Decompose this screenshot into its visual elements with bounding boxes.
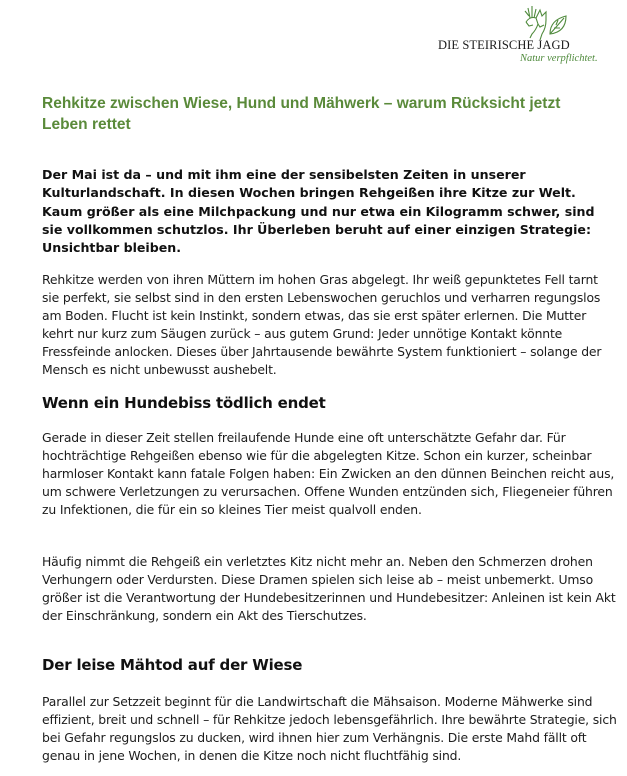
article-paragraph: Parallel zur Setzzeit beginnt für die Landwirtschaft die Mähsaison. Moderne Mähwerke sind effizient, breit und schnell – für Rehkitze jedoch lebensgefährlich. Ihre bewährte Strategie, sich bei Gefahr regungslos zu ducken, wird ihnen hier zum Verhängnis. Die erste Mahd fällt oft genau in jene Wochen, in denen die Kitze noch nicht fluchtfähig sind. (42, 694, 617, 764)
logo-tagline: Natur verpflichtet. (520, 53, 598, 64)
brand-logo (438, 4, 618, 64)
article-title: Rehkitze zwischen Wiese, Hund und Mähwerk – warum Rücksicht jetzt Leben rettet (42, 95, 561, 133)
section-heading-mowing: Der leise Mähtod auf der Wiese (42, 656, 303, 674)
article-paragraph: Häufig nimmt die Rehgeiß ein verletztes Kitz nicht mehr an. Neben den Schmerzen drohen Verhungern oder Verdursten. Diese Dramen spielen sich leise ab – meist unbemerkt. Umso größer ist die Verantwortung der Hundebesitzerinnen und Hundebesitzer: Anleinen ist kein Akt der Einschränkung, sondern ein Akt des Tierschutzes. (42, 554, 616, 624)
article-lead-paragraph: Der Mai ist da – und mit ihm eine der sensibelsten Zeiten in unserer Kulturlandschaft. In diesen Wochen bringen Rehgeißen ihre Kitze zur Welt. Kaum größer als eine Milchpackung und nur etwa ein Kilogramm schwer, sind sie vollkommen schutzlos. Ihr Überleben beruht auf einer einzigen Strategie: Unsichtbar bleiben. (42, 167, 595, 256)
article-paragraph: Rehkitze werden von ihren Müttern im hohen Gras abgelegt. Ihr weiß gepunktetes Fell tarnt sie perfekt, sie selbst sind in den ersten Lebenswochen geruchlos und verharren regungslos am Boden. Flucht ist kein Instinkt, sondern etwas, das sie erst später erlernen. Die Mutter kehrt nur kurz zum Säugen zurück – aus gutem Grund: Jeder unnötige Kontakt könnte Fressfeinde anlocken. Dieses über Jahrtausende bewährte System funktioniert – solange der Mensch es nicht unbewusst aushebelt. (42, 272, 602, 378)
logo-brand-name: DIE STEIRISCHE JAGD (438, 38, 570, 52)
deer-and-leaf-logo-icon (516, 4, 580, 40)
article-paragraph: Gerade in dieser Zeit stellen freilaufende Hunde eine oft unterschätzte Gefahr dar. Für hochträchtige Rehgeißen ebenso wie für die abgelegten Kitze. Schon ein kurzer, scheinbar harmloser Kontakt kann fatale Folgen haben: Ein Zwicken an den dünnen Beinchen reicht aus, um schwere Verletzungen zu verursachen. Offene Wunden entzünden sich, Fliegeneier führen zu Infektionen, die für ein so kleines Tier meist qualvoll enden. (42, 430, 615, 518)
section-heading-dog-bite: Wenn ein Hundebiss tödlich endet (42, 394, 326, 412)
